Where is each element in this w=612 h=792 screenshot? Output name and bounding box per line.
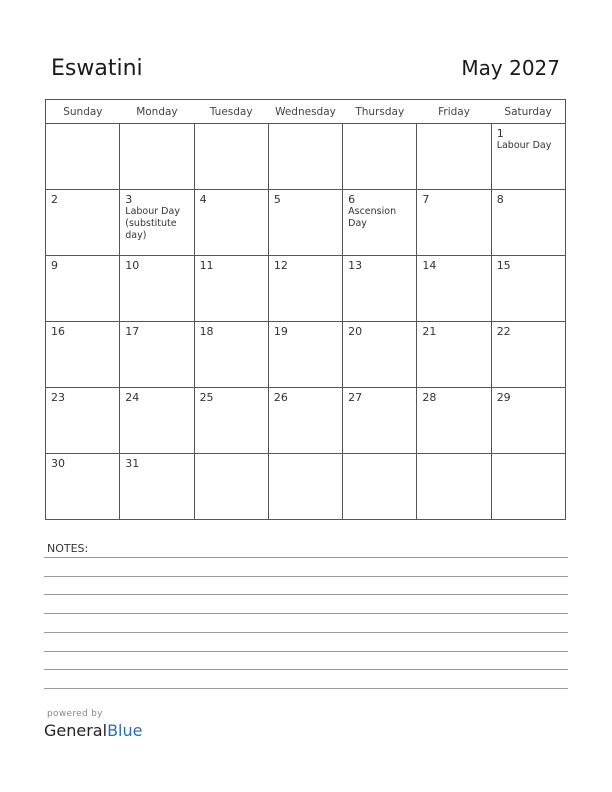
weekday-header: Monday: [120, 100, 194, 124]
calendar-grid: [45, 99, 566, 520]
day-number: 5: [273, 193, 281, 206]
day-number: 11: [199, 259, 214, 272]
day-cell: [343, 388, 417, 454]
week-row: [46, 388, 566, 454]
brand-logo: [44, 721, 142, 740]
day-cell: [491, 454, 565, 520]
notes-label: NOTES:: [47, 542, 89, 555]
weekday-header: Tuesday: [194, 100, 268, 124]
day-number: 3: [125, 193, 133, 206]
day-cell: [46, 124, 120, 190]
day-cell: [120, 322, 194, 388]
holiday-label: Ascension Day: [348, 206, 397, 229]
day-number: 1: [496, 127, 504, 140]
day-cell: [194, 190, 268, 256]
weekday-header: Wednesday: [268, 100, 342, 124]
weekday-header-row: [46, 100, 566, 124]
note-line: [44, 688, 568, 689]
day-cell: [417, 388, 491, 454]
day-number: 10: [125, 259, 140, 272]
day-cell: [194, 322, 268, 388]
week-row: [46, 190, 566, 256]
day-number: 19: [273, 325, 288, 338]
day-cell: [120, 388, 194, 454]
day-cell: [46, 388, 120, 454]
day-cell: [417, 322, 491, 388]
day-cell: [343, 124, 417, 190]
day-cell: [194, 388, 268, 454]
powered-by-text: powered by: [47, 709, 103, 719]
day-cell: [491, 190, 565, 256]
day-cell: [343, 454, 417, 520]
week-row: [46, 454, 566, 520]
brand-general: General: [44, 721, 108, 740]
week-row: [46, 256, 566, 322]
day-cell: [46, 322, 120, 388]
day-cell: [491, 256, 565, 322]
day-cell: [268, 322, 342, 388]
day-number: 9: [51, 259, 58, 272]
weekday-header: Friday: [417, 100, 491, 124]
note-line: [44, 557, 568, 558]
week-row: [46, 322, 566, 388]
month-title: May 2027: [461, 56, 560, 80]
day-cell: [268, 190, 342, 256]
note-line: [44, 632, 568, 633]
day-cell: [417, 190, 491, 256]
day-number: 4: [199, 193, 207, 206]
day-number: 25: [199, 391, 214, 404]
day-cell: [46, 454, 120, 520]
day-cell: [120, 124, 194, 190]
day-number: 29: [496, 391, 511, 404]
day-number: 2: [51, 193, 58, 206]
note-line: [44, 594, 568, 595]
day-number: 22: [496, 325, 511, 338]
day-cell: [268, 388, 342, 454]
day-cell: [417, 256, 491, 322]
day-number: 14: [422, 259, 437, 272]
day-number: 24: [125, 391, 140, 404]
weekday-header: Saturday: [491, 100, 565, 124]
day-number: 13: [348, 259, 363, 272]
day-number: 21: [422, 325, 437, 338]
day-number: 23: [51, 391, 65, 404]
day-cell: [120, 454, 194, 520]
day-cell: [46, 256, 120, 322]
day-cell: [268, 256, 342, 322]
day-cell: [343, 322, 417, 388]
day-cell: [46, 190, 120, 256]
day-cell: [417, 124, 491, 190]
day-cell: [120, 256, 194, 322]
holiday-label: Labour Day (substitute day): [125, 206, 180, 241]
day-cell: [194, 454, 268, 520]
day-cell: [343, 256, 417, 322]
day-number: 31: [125, 457, 140, 470]
day-number: 7: [422, 193, 430, 206]
country-title: Eswatini: [51, 56, 143, 81]
weekday-header: Thursday: [343, 100, 417, 124]
day-number: 12: [273, 259, 288, 272]
day-number: 8: [496, 193, 504, 206]
day-cell: [268, 124, 342, 190]
day-cell: [491, 322, 565, 388]
brand-blue: Blue: [107, 721, 143, 740]
day-number: 20: [348, 325, 363, 338]
day-number: 17: [125, 325, 140, 338]
note-line: [44, 613, 568, 614]
day-number: 18: [199, 325, 214, 338]
day-number: 28: [422, 391, 437, 404]
day-number: 15: [496, 259, 511, 272]
week-row: [46, 124, 566, 190]
day-cell: [194, 256, 268, 322]
day-cell: [343, 190, 417, 256]
day-number: 27: [348, 391, 363, 404]
day-number: 30: [51, 457, 65, 470]
note-line: [44, 651, 568, 652]
day-cell: [491, 388, 565, 454]
day-cell: [417, 454, 491, 520]
day-number: 16: [51, 325, 65, 338]
weekday-header: Sunday: [46, 100, 120, 124]
day-cell: [194, 124, 268, 190]
day-number: 26: [273, 391, 288, 404]
day-cell: [491, 124, 565, 190]
note-line: [44, 669, 568, 670]
day-cell: [120, 190, 194, 256]
day-cell: [268, 454, 342, 520]
note-line: [44, 576, 568, 577]
holiday-label: Labour Day: [496, 140, 552, 151]
day-number: 6: [348, 193, 356, 206]
